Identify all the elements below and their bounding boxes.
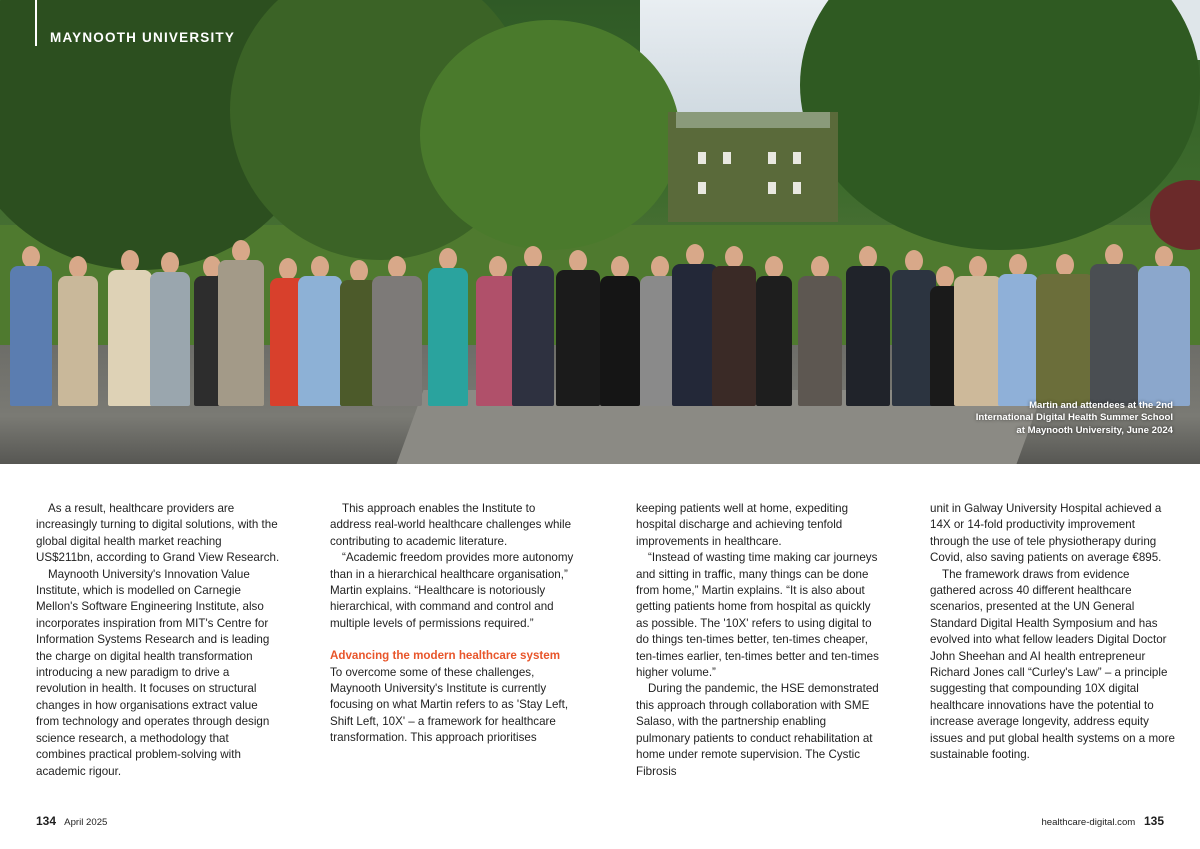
photo-person (1090, 244, 1138, 406)
photo-person (150, 252, 190, 406)
photo-person (954, 256, 1002, 406)
brand-title: MAYNOOTH UNIVERSITY (50, 30, 236, 45)
photo-tree (800, 0, 1200, 250)
photo-person (1036, 254, 1094, 406)
photo-building (668, 112, 838, 222)
photo-person (798, 256, 842, 406)
photo-tree (420, 20, 680, 250)
photo-person (1138, 246, 1190, 406)
paragraph: keeping patients well at home, expediting hospital discharge and achieving tenfold improvements in healthcare. (636, 502, 849, 548)
paragraph: As a result, healthcare providers are increasingly turning to digital solutions, with the global digital health market reaching US$211bn, according to Grand View Research. (36, 502, 280, 565)
paragraph: The framework draws from evidence gathered across 40 different healthcare scenarios, presented at the UN General Standard Digital Health Symposium and has evolved into what fellow leaders Digital Doctor John Sheehan and AI health entrepreneur Richard Jones call “Curley's Law” – a principle suggesting that compounding 10X digital healthcare innovations have the potential to increase average longevity, address equity issues and put global health systems on a more sustainable footing. (930, 567, 1175, 762)
photo-person (756, 256, 792, 406)
photo-person (600, 256, 640, 406)
page-number-left: 134 (36, 814, 57, 828)
photo-person (58, 256, 98, 406)
article-column-3 (636, 501, 881, 780)
article-column-1 (36, 501, 281, 780)
paragraph: This approach enables the Institute to address real-world healthcare challenges while contributing to academic literature. (330, 502, 572, 548)
photo-person (512, 246, 554, 406)
site-url: healthcare-digital.com (1041, 817, 1136, 828)
article-column-2 (330, 501, 575, 747)
photo-person (298, 256, 342, 406)
photo-person (556, 250, 600, 406)
paragraph: unit in Galway University Hospital achieved a 14X or 14-fold productivity improvement through the use of tele physiotherapy during Covid, also saving patients on average €895. (930, 502, 1162, 565)
photo-person (998, 254, 1038, 406)
photo-person (108, 250, 152, 406)
footer-left (36, 814, 107, 828)
photo-person (218, 240, 264, 406)
photo-crowd (0, 236, 1200, 406)
photo-person (428, 248, 468, 406)
paragraph: During the pandemic, the HSE demonstrated this approach through collaboration with SME Salaso, with the partnership enabling pulmonary patients to conduct rehabilitation at home under remote supervision. The Cystic Fibrosis (636, 682, 879, 778)
photo-person (10, 246, 52, 406)
photo-person (712, 246, 756, 406)
photo-person (372, 256, 422, 406)
section-subheading: Advancing the modern healthcare system (330, 649, 561, 663)
paragraph: “Instead of wasting time making car journeys and sitting in traffic, many things can be done from home,” Martin explains. “It is also about getting patients home from hospital as quickly as possible. The '10X' refers to using digital to do things ten-times better, ten-times cheaper, ten-times earlier, ten-times better and ten-times higher volume.” (636, 551, 879, 680)
article-column-4 (930, 501, 1175, 764)
paragraph: “Academic freedom provides more autonomy than in a hierarchical healthcare organisation,” Martin explains. “Healthcare is notoriously hierarchical, with command and control and multiple levels of permissions required.” (330, 551, 574, 630)
paragraph: To overcome some of these challenges, Maynooth University's Institute is currently focusing on what Martin refers to as 'Stay Left, Shift Left, 10X' – a framework for healthcare transformation. This approach prioritises (330, 665, 569, 745)
footer-right (1041, 814, 1164, 828)
photo-person (846, 246, 890, 406)
photo-building-roof (676, 112, 830, 128)
issue-date: April 2025 (64, 817, 108, 828)
photo-caption: Martin and attendees at the 2nd International Digital Health Summer School at Maynooth University, June 2024 (975, 400, 1173, 436)
page-number-right: 135 (1143, 814, 1164, 828)
header-rule (35, 0, 37, 46)
paragraph: Maynooth University's Innovation Value Institute, which is modelled on Carnegie Mellon's Software Engineering Institute, also incorporates inspiration from MIT's Centre for Information Systems Research and is leading the charge on digital health transformation introducing a new paradigm to drive a revolution in health. It focuses on structural changes in how organisations extract value from technology and operates through design science research, a methodology that combines practical problem-solving with academic rigour. (36, 567, 270, 778)
